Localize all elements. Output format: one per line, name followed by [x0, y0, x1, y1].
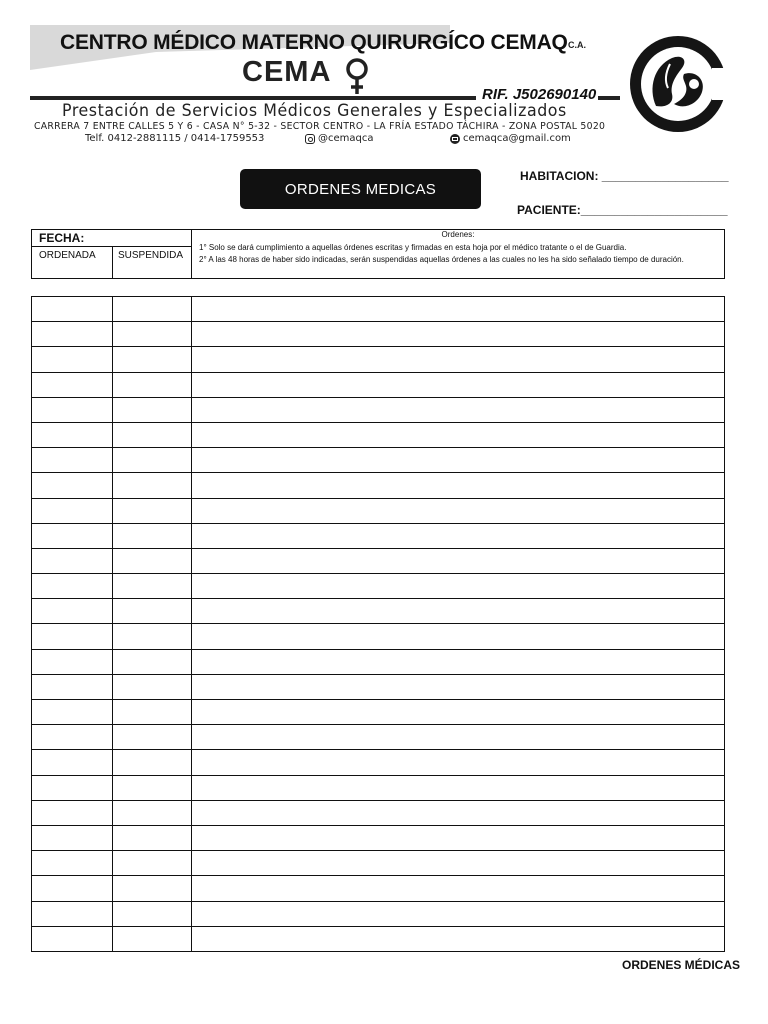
info-divider — [112, 246, 113, 278]
email-icon — [450, 134, 460, 144]
ordenada-cell[interactable] — [32, 927, 113, 951]
orden-cell[interactable] — [192, 801, 724, 825]
orden-cell[interactable] — [192, 373, 724, 397]
suspendida-cell[interactable] — [113, 549, 192, 573]
ordenada-cell[interactable] — [32, 599, 113, 623]
email-address: cemaqca@gmail.com — [463, 133, 571, 144]
orden-cell[interactable] — [192, 851, 724, 875]
mother-child-logo-icon — [626, 28, 726, 140]
suspendida-cell[interactable] — [113, 776, 192, 800]
ordenada-cell[interactable] — [32, 297, 113, 321]
orden-cell[interactable] — [192, 599, 724, 623]
order-row — [32, 423, 724, 448]
rif-rule — [30, 96, 476, 100]
ordenes-header: Ordenes: — [441, 230, 475, 239]
services-tagline: Prestación de Servicios Médicos Generales y Especializados — [62, 101, 567, 121]
ordenada-cell[interactable] — [32, 801, 113, 825]
phones: Telf. 0412-2881115 / 0414-1759553 — [85, 133, 265, 144]
order-row — [32, 398, 724, 423]
ordenada-cell[interactable] — [32, 322, 113, 346]
instagram-handle: @cemaqca — [318, 133, 374, 144]
suspendida-cell[interactable] — [113, 750, 192, 774]
form-title: ORDENES MEDICAS — [240, 169, 481, 209]
suspendida-cell[interactable] — [113, 373, 192, 397]
orden-cell[interactable] — [192, 624, 724, 648]
ordenada-cell[interactable] — [32, 347, 113, 371]
instagram-contact — [305, 133, 374, 144]
ordenada-cell[interactable] — [32, 876, 113, 900]
rif-rule-end — [598, 96, 620, 100]
order-row — [32, 624, 724, 649]
suspendida-cell[interactable] — [113, 927, 192, 951]
ordenada-cell[interactable] — [32, 700, 113, 724]
footer-label: ORDENES MÉDICAS — [622, 958, 741, 972]
suspendida-cell[interactable] — [113, 599, 192, 623]
orden-cell[interactable] — [192, 473, 724, 497]
orden-cell[interactable] — [192, 675, 724, 699]
ordenada-cell[interactable] — [32, 750, 113, 774]
orden-cell[interactable] — [192, 750, 724, 774]
order-row — [32, 574, 724, 599]
orden-cell[interactable] — [192, 448, 724, 472]
suspendida-cell[interactable] — [113, 700, 192, 724]
orden-cell[interactable] — [192, 826, 724, 850]
suspendida-cell[interactable] — [113, 499, 192, 523]
suspendida-cell[interactable] — [113, 826, 192, 850]
instructions — [199, 242, 719, 266]
orden-cell[interactable] — [192, 347, 724, 371]
suspendida-cell[interactable] — [113, 473, 192, 497]
suspendida-cell[interactable] — [113, 851, 192, 875]
orden-cell[interactable] — [192, 876, 724, 900]
paciente-field[interactable]: PACIENTE:______________________ — [517, 203, 728, 217]
orden-cell[interactable] — [192, 574, 724, 598]
ordenada-cell[interactable] — [32, 624, 113, 648]
order-row — [32, 599, 724, 624]
orden-cell[interactable] — [192, 423, 724, 447]
suspendida-cell[interactable] — [113, 801, 192, 825]
order-row — [32, 776, 724, 801]
suspendida-cell[interactable] — [113, 347, 192, 371]
brand-wordmark: CEMA — [242, 56, 332, 88]
info-table — [31, 229, 725, 279]
orden-cell[interactable] — [192, 499, 724, 523]
rif-number: RIF. J502690140 — [482, 86, 597, 103]
orden-cell[interactable] — [192, 549, 724, 573]
order-row — [32, 549, 724, 574]
orden-cell[interactable] — [192, 650, 724, 674]
order-row — [32, 473, 724, 498]
order-row — [32, 927, 724, 952]
orden-cell[interactable] — [192, 297, 724, 321]
suspendida-cell[interactable] — [113, 524, 192, 548]
order-row — [32, 826, 724, 851]
ordenada-cell[interactable] — [32, 473, 113, 497]
order-row — [32, 801, 724, 826]
suspendida-cell[interactable] — [113, 624, 192, 648]
ordenada-cell[interactable] — [32, 851, 113, 875]
orden-cell[interactable] — [192, 927, 724, 951]
email-contact — [450, 133, 571, 144]
address: CARRERA 7 ENTRE CALLES 5 Y 6 - CASA N° 5-32 - SECTOR CENTRO - LA FRÍA ESTADO TÁCHIRA - ZONA POSTAL 5020 — [34, 121, 606, 132]
clinic-suffix: C.A. — [568, 40, 586, 50]
instruction-1: 1° Solo se dará cumplimiento a aquellas órdenes escritas y firmadas en esta hoja por el médico tratante o el de Guardia. — [199, 243, 627, 252]
order-row — [32, 322, 724, 347]
fecha-label[interactable]: FECHA: — [39, 231, 85, 245]
order-row — [32, 851, 724, 876]
orden-cell[interactable] — [192, 398, 724, 422]
suspendida-header: SUSPENDIDA — [118, 250, 184, 261]
order-row — [32, 700, 724, 725]
ordenada-cell[interactable] — [32, 826, 113, 850]
ordenada-cell[interactable] — [32, 499, 113, 523]
instagram-icon — [305, 134, 315, 144]
suspendida-cell[interactable] — [113, 650, 192, 674]
order-row — [32, 373, 724, 398]
ordenada-header: ORDENADA — [39, 250, 96, 261]
order-row — [32, 650, 724, 675]
info-divider — [32, 246, 191, 247]
suspendida-cell[interactable] — [113, 448, 192, 472]
order-row — [32, 347, 724, 372]
ordenada-cell[interactable] — [32, 524, 113, 548]
ordenada-cell[interactable] — [32, 650, 113, 674]
suspendida-cell[interactable] — [113, 297, 192, 321]
orders-grid — [31, 296, 725, 952]
suspendida-cell[interactable] — [113, 725, 192, 749]
orden-cell[interactable] — [192, 524, 724, 548]
order-row — [32, 725, 724, 750]
suspendida-cell[interactable] — [113, 574, 192, 598]
suspendida-cell[interactable] — [113, 398, 192, 422]
ordenada-cell[interactable] — [32, 725, 113, 749]
instruction-2: 2° A las 48 horas de haber sido indicadas, serán suspendidas aquellas órdenes a las cuales no les ha sido señalado tiempo de duración. — [199, 255, 684, 264]
orden-cell[interactable] — [192, 776, 724, 800]
ordenada-cell[interactable] — [32, 574, 113, 598]
order-row — [32, 902, 724, 927]
order-row — [32, 297, 724, 322]
order-row — [32, 524, 724, 549]
suspendida-cell[interactable] — [113, 322, 192, 346]
ordenada-cell[interactable] — [32, 423, 113, 447]
order-row — [32, 750, 724, 775]
clinic-name: CENTRO MÉDICO MATERNO QUIRURGÍCO CEMAQ — [60, 31, 568, 54]
order-row — [32, 675, 724, 700]
ordenada-cell[interactable] — [32, 902, 113, 926]
order-row — [32, 876, 724, 901]
suspendida-cell[interactable] — [113, 423, 192, 447]
orden-cell[interactable] — [192, 725, 724, 749]
orden-cell[interactable] — [192, 322, 724, 346]
suspendida-cell[interactable] — [113, 876, 192, 900]
venus-symbol-icon — [342, 56, 372, 96]
ordenada-cell[interactable] — [32, 448, 113, 472]
orden-cell[interactable] — [192, 700, 724, 724]
ordenada-cell[interactable] — [32, 373, 113, 397]
ordenada-cell[interactable] — [32, 549, 113, 573]
orden-cell[interactable] — [192, 902, 724, 926]
ordenada-cell[interactable] — [32, 675, 113, 699]
habitacion-field[interactable]: HABITACION: ___________________ — [520, 169, 729, 183]
ordenada-cell[interactable] — [32, 398, 113, 422]
suspendida-cell[interactable] — [113, 902, 192, 926]
ordenada-cell[interactable] — [32, 776, 113, 800]
order-row — [32, 448, 724, 473]
order-row — [32, 499, 724, 524]
suspendida-cell[interactable] — [113, 675, 192, 699]
